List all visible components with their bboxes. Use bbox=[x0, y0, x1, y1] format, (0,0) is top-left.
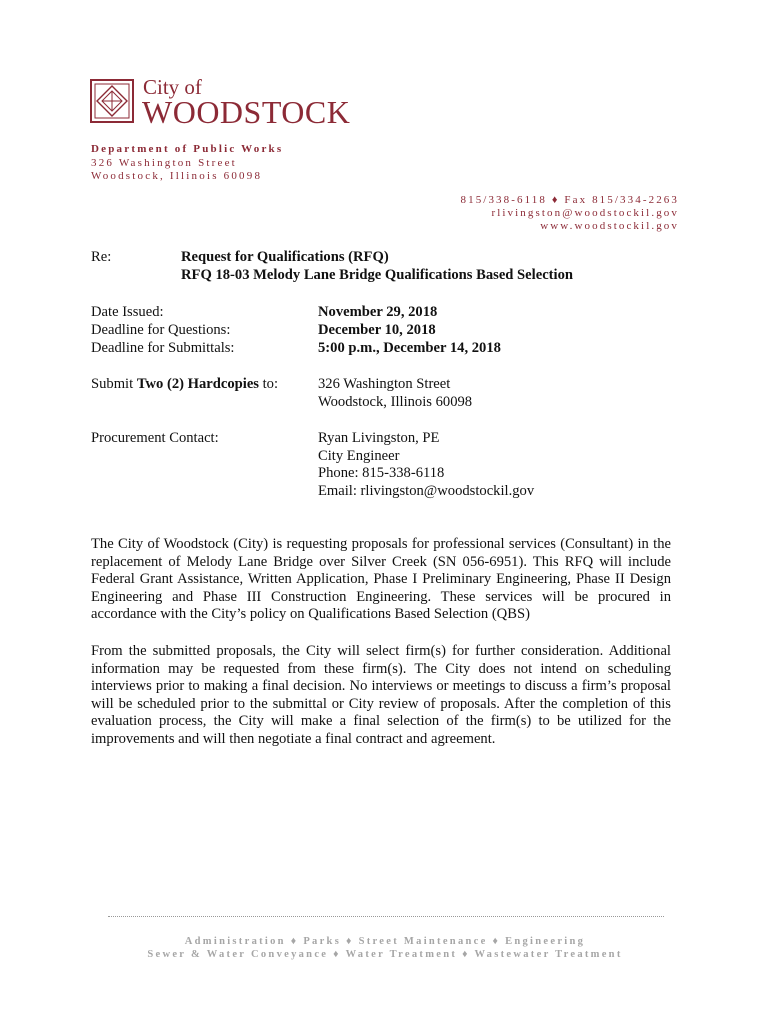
submit-label-suffix: to: bbox=[258, 376, 279, 392]
contact-phone-fax: 815/338-6118 ♦ Fax 815/334-2263 bbox=[460, 194, 679, 206]
footer-services-line1: Administration ♦ Parks ♦ Street Maintenance ♦ Engineering bbox=[184, 936, 586, 947]
body-paragraph-1 bbox=[91, 536, 671, 624]
footer-divider bbox=[108, 916, 664, 917]
date-issued-label: Date Issued: bbox=[91, 304, 164, 320]
procurement-label: Procurement Contact: bbox=[91, 430, 219, 446]
logo-city-of: City of bbox=[143, 75, 202, 99]
re-line1: Request for Qualifications (RFQ) bbox=[181, 249, 389, 265]
body-paragraph-2 bbox=[91, 643, 671, 749]
deadline-submittals-label: Deadline for Submittals: bbox=[91, 340, 235, 356]
submit-label bbox=[91, 376, 278, 393]
deadline-questions-value: December 10, 2018 bbox=[318, 322, 436, 338]
procurement-phone: Phone: 815-338-6118 bbox=[318, 465, 445, 481]
contact-email: rlivingston@woodstockil.gov bbox=[491, 207, 679, 219]
re-label: Re: bbox=[91, 249, 112, 265]
paragraph-text: The City of Woodstock (City) is requesting proposals for professional services (Consultant) in the replacement of Melody Lane Bridge over Silver Creek (SN 056-6951). This RFQ will include Federal Grant Assistance, Written Application, Phase I Preliminary Engineering, Phase II Design Engineering and Phase III Construction Engineering. These services will be procured in accordance with the City’s policy on Qualifications Based Selection (QBS) bbox=[91, 536, 671, 623]
procurement-title: City Engineer bbox=[318, 448, 400, 464]
deadline-submittals-value: 5:00 p.m., December 14, 2018 bbox=[318, 340, 501, 356]
date-issued-value: November 29, 2018 bbox=[318, 304, 438, 320]
submit-address-line1: 326 Washington Street bbox=[318, 376, 451, 392]
city-logo-emblem bbox=[90, 79, 134, 123]
procurement-name: Ryan Livingston, PE bbox=[318, 430, 440, 446]
logo-woodstock: WOODSTOCK bbox=[142, 94, 351, 130]
paragraph-text: From the submitted proposals, the City will select firm(s) for further consideration. Additional information may be requested from these firm(s). The City does not intend on scheduling interviews prior to making a final decision. No interviews or meetings to discuss a firm’s proposal will be scheduled prior to the submittal or City review of proposals. After the completion of this evaluation process, the City will make a final selection of the firm(s) to be utilized for the improvements and will then negotiate a final contract and agreement. bbox=[91, 643, 671, 747]
submit-label-bold: Two (2) Hardcopies bbox=[136, 376, 259, 392]
deadline-questions-label: Deadline for Questions: bbox=[91, 322, 231, 338]
re-line2: RFQ 18-03 Melody Lane Bridge Qualifications Based Selection bbox=[181, 267, 573, 283]
department-address-line1: 326 Washington Street bbox=[91, 157, 237, 169]
submit-label-prefix: Submit bbox=[91, 376, 137, 392]
department-name: Department of Public Works bbox=[91, 143, 284, 155]
contact-website: www.woodstockil.gov bbox=[540, 220, 679, 232]
submit-address-line2: Woodstock, Illinois 60098 bbox=[318, 394, 473, 410]
procurement-email: Email: rlivingston@woodstockil.gov bbox=[318, 483, 535, 499]
department-address-line2: Woodstock, Illinois 60098 bbox=[91, 170, 263, 182]
footer-services-line2: Sewer & Water Conveyance ♦ Water Treatment ♦ Wastewater Treatment bbox=[147, 949, 623, 960]
